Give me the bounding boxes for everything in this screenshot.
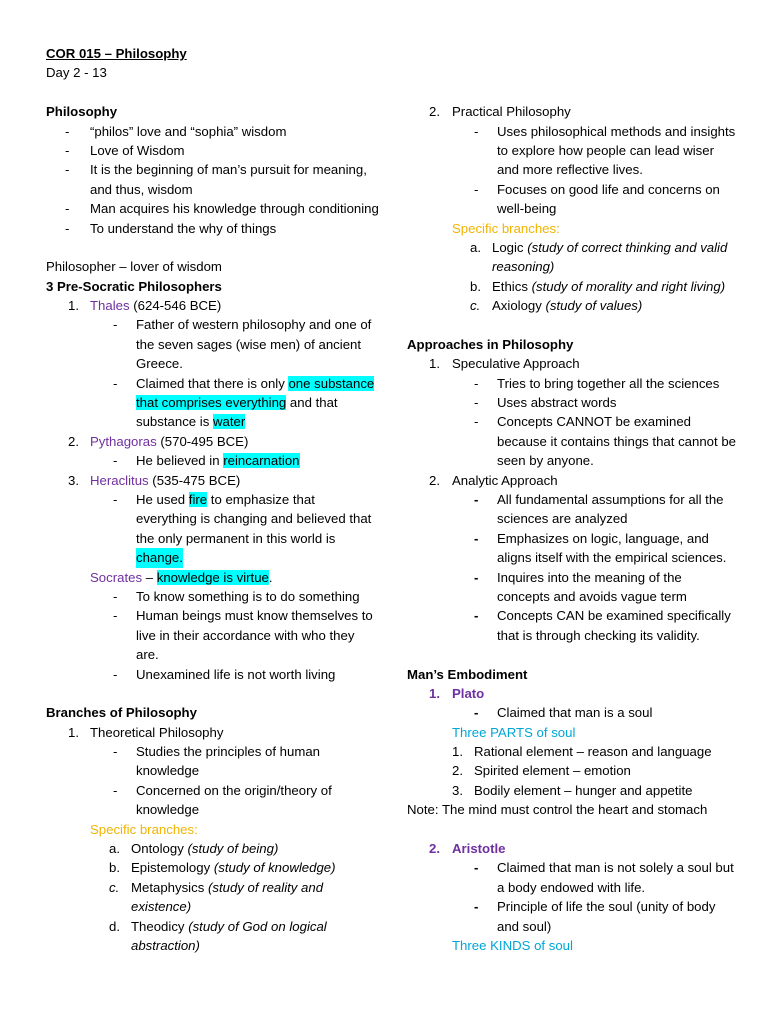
aristotle-number: 2. — [429, 841, 440, 857]
bullet-line — [407, 412, 737, 431]
bullet-text: Focuses on good life and concerns on — [497, 181, 720, 197]
bullet-text: Man acquires his knowledge through conditioning — [90, 201, 379, 217]
bullet-line — [46, 781, 376, 800]
bullet-line — [407, 703, 737, 722]
bullet-dash: - — [65, 201, 70, 217]
bullet-line — [407, 451, 737, 470]
bullet-text: the seven sages (wise men) of ancient — [136, 336, 362, 352]
branch-item — [46, 878, 376, 897]
practical-specific-branches — [407, 219, 737, 238]
bullet-line — [407, 393, 737, 412]
bullet-dash: - — [113, 588, 118, 604]
bullet-line — [407, 878, 737, 897]
bullet-text: Claimed that man is not solely a soul but — [497, 860, 734, 876]
pythagoras-bullet-1 — [46, 451, 376, 470]
bullet-line — [46, 199, 379, 218]
plato-bullet-list — [407, 703, 737, 722]
bullet-text: Unexamined life is not worth living — [136, 666, 336, 682]
philosophy-bullet-list — [46, 122, 379, 238]
bullet-line — [46, 219, 376, 238]
bullet-line — [407, 626, 737, 645]
bullet-text: knowledge — [136, 763, 200, 779]
branch-item — [46, 917, 376, 936]
bullet-text: To understand the why of things — [90, 220, 277, 236]
bullet-text: because it contains things that cannot be — [497, 433, 737, 449]
branch-name: Axiology — [492, 298, 542, 314]
speculative-title: Speculative Approach — [452, 356, 580, 372]
socrates-entry — [46, 568, 376, 587]
theoretical-number: 1. — [68, 724, 79, 740]
branch-item-continued — [46, 936, 376, 955]
bullet-text: Uses abstract words — [497, 395, 617, 411]
analytic-number: 2. — [429, 472, 440, 488]
thales-bullet-2-line-2 — [46, 393, 376, 412]
bullet-line — [407, 122, 737, 141]
thales-claim-text-2: and that — [286, 395, 338, 411]
bullet-dash: - — [65, 142, 70, 158]
bullet-line — [407, 180, 737, 199]
speculative-approach-entry — [407, 354, 737, 373]
bullet-text: that is through checking its validity. — [497, 627, 700, 643]
embodiment-heading: Man’s Embodiment — [407, 666, 528, 682]
branch-name: Ontology — [131, 841, 184, 857]
socrates-bullet-list — [46, 587, 376, 684]
bullet-dash: - — [113, 317, 118, 333]
bullet-line — [46, 335, 376, 354]
bullet-dash: - — [113, 375, 118, 391]
socrates-period: . — [268, 569, 273, 585]
bullet-line — [407, 141, 737, 160]
bullet-text: Father of western philosophy and one of — [136, 317, 372, 333]
branch-name: Metaphysics — [131, 879, 205, 895]
branch-description: existence) — [131, 899, 192, 915]
socrates-name: Socrates — [90, 569, 143, 585]
aristotle-bullet-list — [407, 858, 737, 936]
branch-description: (study of correct thinking and valid — [527, 239, 728, 255]
bullet-line — [46, 742, 376, 761]
bullet-line — [407, 160, 737, 179]
bullet-dash: - — [113, 453, 118, 469]
bullet-line — [46, 315, 376, 334]
branches-heading: Branches of Philosophy — [46, 705, 197, 721]
bullet-dash: - — [474, 375, 479, 391]
bullet-dash: - — [474, 414, 479, 430]
branch-name: Epistemology — [131, 860, 211, 876]
bullet-text: Principle of life the soul (unity of body — [497, 899, 716, 915]
highlight-water: water — [212, 414, 246, 430]
soul-part-number: 1. — [452, 744, 463, 760]
highlight-knowledge-is-virtue: knowledge is virtue — [156, 569, 269, 585]
right-column — [407, 44, 737, 955]
soul-part-text: Bodily element – hunger and appetite — [474, 782, 693, 798]
bullet-line — [407, 587, 737, 606]
bullet-dash: - — [113, 608, 118, 624]
bullet-line — [407, 199, 737, 218]
thales-entry — [46, 296, 376, 315]
analytic-approach-entry — [407, 471, 737, 490]
heraclitus-bullet-1-line-2 — [46, 509, 376, 528]
philosopher-definition: Philosopher – lover of wisdom — [46, 259, 222, 275]
thales-claim-text: Claimed that there is only — [136, 375, 289, 391]
bullet-text: live in their accordance with who they — [136, 627, 355, 643]
bullet-dash: - — [474, 530, 479, 546]
bullet-line — [46, 626, 376, 645]
bullet-line — [46, 354, 376, 373]
bullet-line — [407, 432, 737, 451]
branch-letter: c. — [470, 298, 481, 314]
branch-description: (study of knowledge) — [213, 860, 336, 876]
bullet-dash: - — [474, 608, 479, 624]
highlight-comprises-everything: that comprises everything — [136, 395, 287, 411]
theoretical-specific-branches — [46, 820, 376, 839]
bullet-text: and thus, wisdom — [90, 181, 193, 197]
pythagoras-belief-text: He believed in — [136, 453, 224, 469]
analytic-bullet-list — [407, 490, 737, 645]
bullet-text: concepts and avoids vague term — [497, 588, 687, 604]
bullet-text: a body endowed with life. — [497, 879, 646, 895]
theoretical-philosophy-entry — [46, 723, 376, 742]
approaches-heading: Approaches in Philosophy — [407, 336, 574, 352]
bullet-line — [46, 122, 376, 141]
document-date: Day 2 - 13 — [46, 65, 107, 81]
bullet-dash: - — [65, 162, 70, 178]
bullet-text: Tries to bring together all the sciences — [497, 375, 720, 391]
heraclitus-number: 3. — [68, 472, 79, 488]
practical-number: 2. — [429, 104, 440, 120]
bullet-line — [407, 548, 737, 567]
bullet-text: are. — [136, 647, 159, 663]
plato-number: 1. — [429, 685, 440, 701]
practical-branch-list — [407, 238, 737, 316]
branch-item — [46, 858, 376, 877]
pythagoras-dates: (570-495 BCE) — [156, 433, 249, 449]
aristotle-kinds-label: Three KINDS of soul — [452, 937, 573, 953]
bullet-text: Inquires into the meaning of the — [497, 569, 682, 585]
highlight-one-substance: one substance — [288, 375, 375, 391]
branch-name: Theodicy — [131, 918, 185, 934]
bullet-dash: - — [474, 899, 479, 915]
plato-entry — [407, 684, 737, 703]
speculative-bullet-list — [407, 374, 737, 471]
practical-specific-label: Specific branches: — [452, 220, 560, 236]
practical-philosophy-entry — [407, 102, 737, 121]
highlight-reincarnation: reincarnation — [223, 453, 300, 469]
thales-bullet-2 — [46, 374, 376, 393]
bullet-dash: - — [113, 782, 118, 798]
bullet-text: “philos” love and “sophia” wisdom — [90, 123, 287, 139]
heraclitus-text-2: to emphasize that — [207, 491, 315, 507]
philosophy-heading: Philosophy — [46, 104, 118, 120]
highlight-change: change. — [136, 548, 183, 567]
pythagoras-number: 2. — [68, 433, 79, 449]
branch-text — [492, 296, 642, 315]
pythagoras-entry — [46, 432, 376, 451]
bullet-line — [46, 761, 376, 780]
heraclitus-dates: (535-475 BCE) — [148, 472, 241, 488]
branch-item — [407, 277, 737, 296]
pythagoras-name: Pythagoras — [90, 433, 157, 449]
branch-letter: c. — [109, 879, 120, 895]
heraclitus-bullet-1 — [46, 490, 376, 509]
bullet-dash: - — [65, 220, 70, 236]
bullet-line — [407, 490, 737, 509]
branch-text — [131, 917, 327, 936]
aristotle-name: Aristotle — [452, 841, 506, 857]
heraclitus-text-4: the only permanent in this world is — [136, 530, 336, 546]
bullet-line — [407, 509, 737, 528]
bullet-line — [407, 568, 737, 587]
branch-description: (study of values) — [545, 298, 643, 314]
heraclitus-name: Heraclitus — [90, 472, 149, 488]
branch-description: (study of reality and — [207, 879, 324, 895]
theoretical-branch-list — [46, 839, 376, 955]
branch-item-continued — [46, 897, 376, 916]
bullet-text: All fundamental assumptions for all the — [497, 491, 724, 507]
presocratic-heading: 3 Pre-Socratic Philosophers — [46, 278, 222, 294]
thales-bullet-2-line-3 — [46, 412, 376, 431]
bullet-text: To know something is to do something — [136, 588, 360, 604]
bullet-text: Studies the principles of human — [136, 744, 321, 760]
bullet-line — [407, 374, 737, 393]
heraclitus-bullet-1-line-4 — [46, 548, 376, 567]
bullet-text: knowledge — [136, 802, 200, 818]
heraclitus-entry — [46, 471, 376, 490]
bullet-dash: - — [474, 860, 479, 876]
plato-parts-list — [407, 742, 737, 800]
bullet-text: Uses philosophical methods and insights — [497, 123, 736, 139]
aristotle-kinds-title — [407, 936, 737, 955]
bullet-line — [46, 800, 376, 819]
practical-title: Practical Philosophy — [452, 104, 571, 120]
bullet-text: Emphasizes on logic, language, and — [497, 530, 709, 546]
bullet-line — [407, 897, 737, 916]
branch-description: (study of being) — [187, 841, 279, 857]
analytic-title: Analytic Approach — [452, 472, 558, 488]
branch-description: reasoning) — [492, 259, 555, 275]
branch-name: Logic — [492, 239, 524, 255]
bullet-line — [407, 858, 737, 877]
bullet-text: Claimed that man is a soul — [497, 705, 653, 721]
soul-part-item — [407, 781, 737, 800]
bullet-text: seen by anyone. — [497, 453, 594, 469]
branch-text — [492, 277, 725, 296]
bullet-line — [46, 160, 376, 179]
speculative-number: 1. — [429, 356, 440, 372]
plato-parts-label: Three PARTS of soul — [452, 724, 576, 740]
branch-letter: b. — [470, 278, 481, 294]
branch-letter: a. — [470, 239, 481, 255]
bullet-line — [46, 587, 376, 606]
aristotle-entry — [407, 839, 737, 858]
branch-item — [407, 238, 737, 257]
bullet-text: to explore how people can lead wiser — [497, 142, 714, 158]
bullet-text: Greece. — [136, 356, 183, 372]
branch-text — [131, 858, 336, 877]
bullet-text: aligns itself with the empirical sciences. — [497, 550, 727, 566]
left-column — [46, 44, 379, 955]
practical-bullet-list — [407, 122, 737, 219]
branch-text — [131, 878, 323, 897]
soul-part-text: Spirited element – emotion — [474, 763, 631, 779]
bullet-line — [407, 606, 737, 625]
socrates-separator: – — [142, 569, 157, 585]
bullet-text: Human beings must know themselves to — [136, 608, 373, 624]
heraclitus-text-3: everything is changing and believed that — [136, 511, 372, 527]
branch-item-continued — [407, 257, 737, 276]
soul-part-item — [407, 742, 737, 761]
bullet-line — [407, 529, 737, 548]
branch-text — [131, 839, 278, 858]
bullet-dash: - — [474, 395, 479, 411]
highlight-fire: fire — [188, 491, 208, 507]
soul-part-number: 2. — [452, 763, 463, 779]
soul-part-text: Rational element – reason and language — [474, 744, 712, 760]
heraclitus-text: He used — [136, 491, 189, 507]
bullet-dash: - — [65, 123, 70, 139]
bullet-line — [46, 180, 376, 199]
bullet-text: Concepts CAN be examined specifically — [497, 608, 731, 624]
bullet-line — [46, 141, 376, 160]
branch-letter: d. — [109, 918, 120, 934]
heraclitus-bullet-1-line-3 — [46, 529, 376, 548]
bullet-dash: - — [474, 491, 479, 507]
plato-parts-title — [407, 723, 737, 742]
theoretical-specific-label: Specific branches: — [90, 821, 198, 837]
branch-description: (study of morality and right living) — [531, 278, 726, 294]
thales-number: 1. — [68, 298, 79, 314]
bullet-line — [46, 665, 376, 684]
theoretical-bullet-list — [46, 742, 376, 820]
bullet-dash: - — [113, 491, 118, 507]
bullet-text: and soul) — [497, 918, 552, 934]
branch-description: abstraction) — [131, 937, 200, 953]
bullet-text: well-being — [497, 201, 557, 217]
theoretical-title: Theoretical Philosophy — [90, 724, 224, 740]
bullet-dash: - — [474, 123, 479, 139]
thales-name: Thales — [90, 298, 130, 314]
soul-part-number: 3. — [452, 782, 463, 798]
bullet-text: sciences are analyzed — [497, 511, 628, 527]
plato-name: Plato — [452, 685, 485, 701]
bullet-line — [407, 917, 737, 936]
bullet-dash: - — [474, 569, 479, 585]
bullet-text: and more reflective lives. — [497, 162, 643, 178]
thales-bullet-1 — [46, 315, 376, 373]
branch-description: (study of God on logical — [188, 918, 327, 934]
branch-letter: a. — [109, 841, 120, 857]
bullet-dash: - — [474, 705, 479, 721]
bullet-dash: - — [113, 666, 118, 682]
bullet-line — [46, 606, 376, 625]
bullet-text: It is the beginning of man’s pursuit for meaning, — [90, 162, 367, 178]
bullet-text: Concerned on the origin/theory of — [136, 782, 332, 798]
bullet-line — [46, 645, 376, 664]
branch-text — [492, 238, 727, 257]
thales-dates: (624-546 BCE) — [129, 298, 222, 314]
bullet-text: Concepts CANNOT be examined — [497, 414, 691, 430]
branch-item — [46, 839, 376, 858]
document-title: COR 015 – Philosophy — [46, 46, 187, 61]
plato-note: Note: The mind must control the heart and stomach — [407, 802, 708, 818]
bullet-dash: - — [113, 744, 118, 760]
branch-letter: b. — [109, 860, 120, 876]
branch-name: Ethics — [492, 278, 528, 294]
bullet-text: Love of Wisdom — [90, 142, 185, 158]
branch-item — [407, 296, 737, 315]
bullet-dash: - — [474, 181, 479, 197]
soul-part-item — [407, 761, 737, 780]
thales-claim-text-3: substance is — [136, 414, 213, 430]
